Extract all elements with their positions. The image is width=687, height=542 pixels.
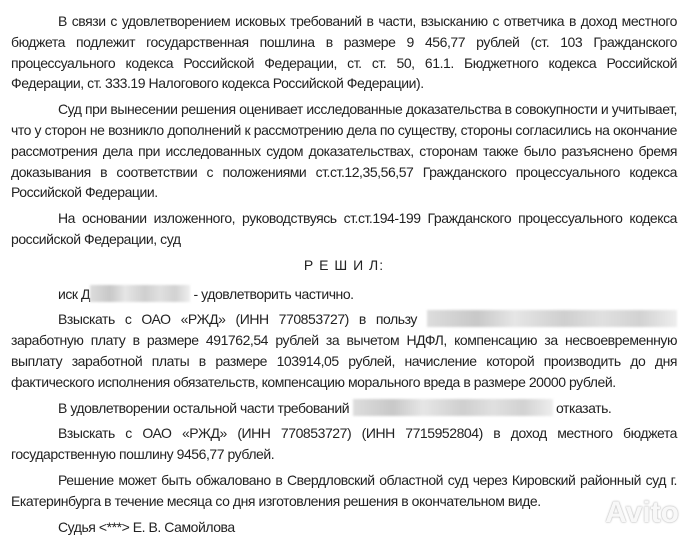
redacted-name	[353, 399, 553, 416]
claim-text-start: иск Д	[58, 285, 91, 302]
paragraph-appeal: Решение может быть обжаловано в Свердловский областной суд через Кировский районный суд г. Екатеринбурга в течение месяца со дня изготовления решения в окончательном виде.	[11, 471, 677, 509]
paragraph-recovery	[11, 309, 677, 392]
court-decision-document	[11, 11, 677, 542]
redacted-name	[90, 285, 190, 302]
paragraph-basis: На основании изложенного, руководствуясь ст.ст.194-199 Гражданского процессуального кодекса российской Федерации, суд	[11, 210, 677, 247]
paragraph-claim	[11, 284, 677, 305]
decision-heading: Р Е Ш И Л:	[303, 256, 385, 273]
paragraph-state-fee: В связи с удовлетворением исковых требований в части, взысканию с ответчика в доход местного бюджета подлежит государственная пошлина в размере 9 456,77 рублей (ст. 103 Гражданского процессуального кодекса Российской Федерации, ст. ст. 50, 61.1. Бюджетного кодекса Российской Федерации, ст. 333.19 Налогового кодекса Российской Федерации).	[11, 13, 677, 92]
recovery-text-end: заработную плату в размере 491762,54 рублей за вычетом НДФЛ, компенсацию за несвоевременную выплату заработной платы в размере 103914,05 рублей, начисление которой производить до дня фактического исполнения обязательств, компенсацию морального вреда в размере 20000 рублей.	[11, 332, 677, 390]
paragraph-evidence: Суд при вынесении решения оценивает исследованные доказательства в совокупности и учитывает, что у сторон не возникло дополнений к рассмотрению дела по существу, стороны согласились на окончание рассмотрения дела при исследованных судом доказательствах, сторонам также было разъяснено бремя доказывания в соответствии с положениями ст.ст.12,35,56,57 Гражданского процессуального кодекса Российской Федерации.	[11, 101, 677, 201]
recovery-text-start: Взыскать с ОАО «РЖД» (ИНН 770853727) в пользу	[58, 311, 417, 328]
paragraph-refusal	[11, 398, 677, 419]
paragraph-state-fee-recovery: Взыскать с ОАО «РЖД» (ИНН 770853727) (ИНН 7715952804) в доход местного бюджета государственную пошлину 9456,77 рублей.	[11, 425, 677, 463]
refusal-text-end: отказать.	[552, 399, 612, 416]
judge-signature: Судья <***> Е. В. Самойлова	[58, 518, 235, 535]
claim-text-end: - удовлетворить частично.	[190, 285, 354, 302]
avito-watermark: Avito	[605, 496, 679, 529]
refusal-text-start: В удовлетворении остальной части требований	[58, 399, 350, 416]
redacted-name	[427, 310, 677, 327]
